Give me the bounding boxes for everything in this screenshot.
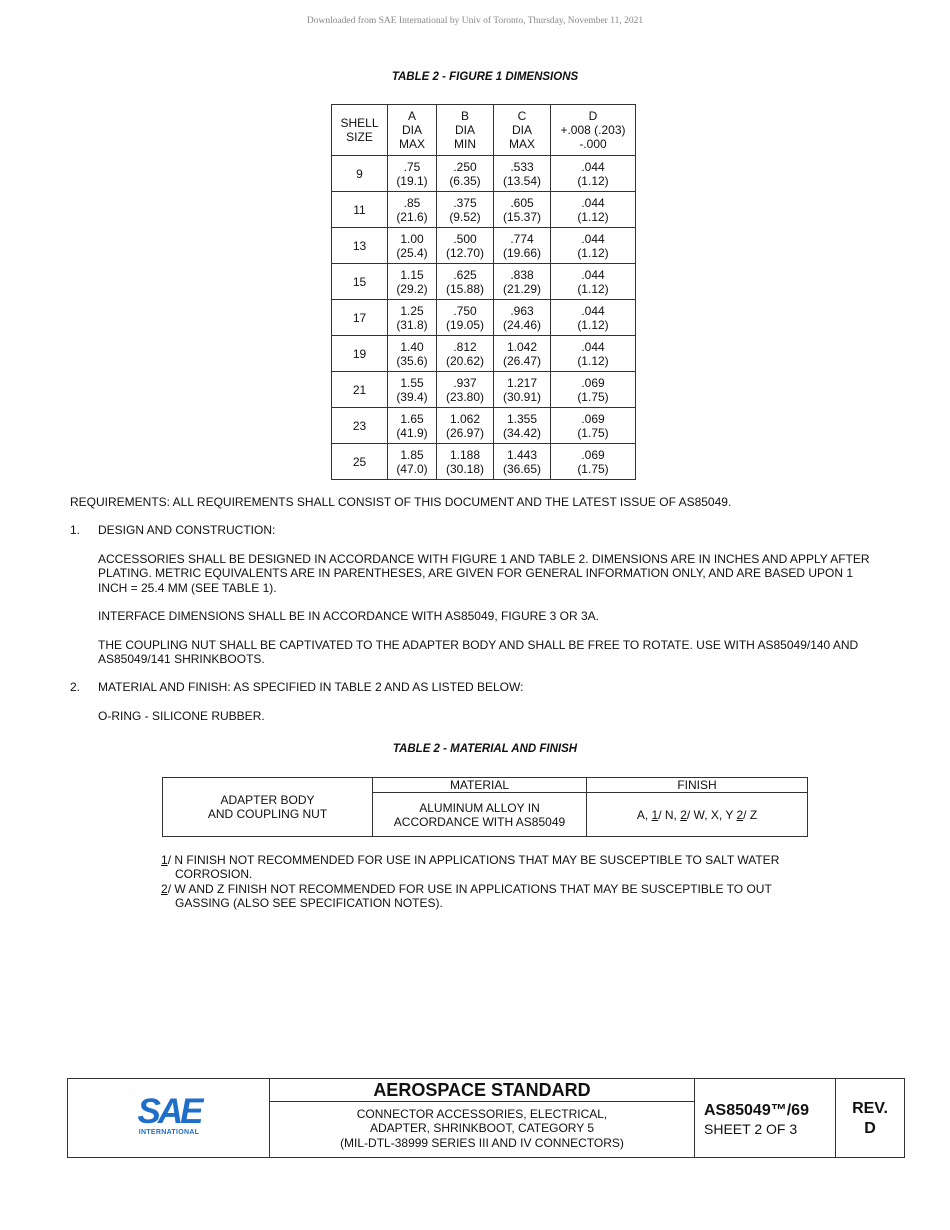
- section-2-title: MATERIAL AND FINISH: AS SPECIFIED IN TABLE 2 AND AS LISTED BELOW:: [98, 680, 524, 694]
- table-row: [332, 228, 636, 264]
- cell-d: .044 (1.12): [551, 192, 636, 228]
- table-row: [332, 264, 636, 300]
- cell-d: .069 (1.75): [551, 444, 636, 480]
- table-row: [332, 156, 636, 192]
- cell-b: .500 (12.70): [437, 228, 494, 264]
- cell-b: 1.188 (30.18): [437, 444, 494, 480]
- section-1-paragraph-3: THE COUPLING NUT SHALL BE CAPTIVATED TO THE ADAPTER BODY AND SHALL BE FREE TO ROTATE. USE WITH AS85049/140 AND AS85049/141 SHRINKBOOTS.: [98, 638, 859, 667]
- note-2: 2/ W AND Z FINISH NOT RECOMMENDED FOR USE IN APPLICATIONS THAT MAY BE SUSCEPTIBLE TO OUT GASSING (ALSO SEE SPECIFICATION NOTES).: [161, 882, 772, 911]
- note-1: 1/ N FINISH NOT RECOMMENDED FOR USE IN APPLICATIONS THAT MAY BE SUSCEPTIBLE TO SALT WATER CORROSION.: [161, 853, 780, 882]
- section-1-paragraph-1: ACCESSORIES SHALL BE DESIGNED IN ACCORDANCE WITH FIGURE 1 AND TABLE 2. DIMENSIONS ARE IN INCHES AND APPLY AFTER PLATING. METRIC EQUIVALENTS ARE IN PARENTHESES, ARE GIVEN FOR GENERAL INFORMATION ONLY, AND ARE BASED UPON 1 INCH = 25.4 MM (SEE TABLE 1).: [98, 552, 870, 595]
- section-1-paragraph-2: INTERFACE DIMENSIONS SHALL BE IN ACCORDANCE WITH AS85049, FIGURE 3 OR 3A.: [98, 609, 600, 623]
- revision-label: REV.: [852, 1100, 888, 1117]
- logo-cell: [68, 1079, 270, 1157]
- title-cell: [270, 1079, 695, 1157]
- cell-a: 1.40 (35.6): [388, 336, 437, 372]
- cell-c: .533 (13.54): [494, 156, 551, 192]
- cell-d: .044 (1.12): [551, 228, 636, 264]
- sae-logo-subtext: INTERNATIONAL: [138, 1129, 200, 1136]
- table-row: [332, 408, 636, 444]
- cell-a: .75 (19.1): [388, 156, 437, 192]
- header-shell-size: SHELL SIZE: [332, 105, 388, 156]
- cell-size: 13: [332, 228, 388, 264]
- cell-a: 1.25 (31.8): [388, 300, 437, 336]
- cell-b: .375 (9.52): [437, 192, 494, 228]
- dimensions-table: [331, 104, 636, 480]
- table-row: [332, 300, 636, 336]
- cell-size: 19: [332, 336, 388, 372]
- header-finish: FINISH: [587, 778, 808, 793]
- header-d: D +.008 (.203) -.000: [551, 105, 636, 156]
- cell-size: 15: [332, 264, 388, 300]
- standard-description: CONNECTOR ACCESSORIES, ELECTRICAL, ADAPTER, SHRINKBOOT, CATEGORY 5 (MIL-DTL-38999 SERIES III AND IV CONNECTORS): [340, 1107, 624, 1150]
- note-2-ref: 2: [161, 882, 168, 896]
- cell-a: 1.00 (25.4): [388, 228, 437, 264]
- section-1-title: DESIGN AND CONSTRUCTION:: [98, 523, 276, 537]
- section-1-number: 1.: [70, 523, 81, 537]
- table-row: [332, 192, 636, 228]
- cell-a: 1.65 (41.9): [388, 408, 437, 444]
- cell-c: .774 (19.66): [494, 228, 551, 264]
- material-finish-table: [162, 777, 808, 837]
- document-number-cell: [695, 1079, 836, 1157]
- cell-d: .044 (1.12): [551, 300, 636, 336]
- cell-c: 1.443 (36.65): [494, 444, 551, 480]
- cell-a: 1.15 (29.2): [388, 264, 437, 300]
- cell-size: 23: [332, 408, 388, 444]
- cell-b: 1.062 (26.97): [437, 408, 494, 444]
- standard-title: AEROSPACE STANDARD: [270, 1079, 694, 1102]
- sheet-number: SHEET 2 OF 3: [704, 1121, 798, 1137]
- header-a: A DIA MAX: [388, 105, 437, 156]
- cell-b: .750 (19.05): [437, 300, 494, 336]
- section-2-paragraph-1: O-RING - SILICONE RUBBER.: [98, 709, 265, 723]
- cell-a: .85 (21.6): [388, 192, 437, 228]
- download-notice: Downloaded from SAE International by Univ of Toronto, Thursday, November 11, 2021: [306, 16, 644, 26]
- cell-b: .937 (23.80): [437, 372, 494, 408]
- material-cell: ALUMINUM ALLOY IN ACCORDANCE WITH AS85049: [373, 793, 587, 837]
- cell-a: 1.85 (47.0): [388, 444, 437, 480]
- note-1-ref: 1: [161, 853, 168, 867]
- requirements-statement: REQUIREMENTS: ALL REQUIREMENTS SHALL CONSIST OF THIS DOCUMENT AND THE LATEST ISSUE OF AS85049.: [70, 495, 732, 509]
- cell-c: 1.355 (34.42): [494, 408, 551, 444]
- cell-b: .625 (15.88): [437, 264, 494, 300]
- cell-size: 9: [332, 156, 388, 192]
- cell-size: 17: [332, 300, 388, 336]
- cell-d: .069 (1.75): [551, 372, 636, 408]
- revision-cell: [836, 1079, 904, 1157]
- sae-logo-text: SAE: [137, 1092, 201, 1131]
- cell-b: .250 (6.35): [437, 156, 494, 192]
- cell-d: .044 (1.12): [551, 156, 636, 192]
- table-row: [332, 336, 636, 372]
- header-material: MATERIAL: [373, 778, 587, 793]
- cell-c: .963 (24.46): [494, 300, 551, 336]
- cell-size: 25: [332, 444, 388, 480]
- finish-cell: A, 1/ N, 2/ W, X, Y 2/ Z: [587, 793, 808, 837]
- header-b: B DIA MIN: [437, 105, 494, 156]
- cell-size: 21: [332, 372, 388, 408]
- cell-c: 1.042 (26.47): [494, 336, 551, 372]
- section-2-number: 2.: [70, 680, 81, 694]
- cell-c: .838 (21.29): [494, 264, 551, 300]
- cell-c: .605 (15.37): [494, 192, 551, 228]
- revision-value: D: [864, 1120, 876, 1137]
- title-block: [67, 1078, 905, 1158]
- cell-d: .044 (1.12): [551, 336, 636, 372]
- table-row: [332, 444, 636, 480]
- table-row: [332, 372, 636, 408]
- item-cell: ADAPTER BODY AND COUPLING NUT: [163, 778, 373, 837]
- sae-logo: [136, 1092, 202, 1137]
- table-material-caption: TABLE 2 - MATERIAL AND FINISH: [392, 743, 578, 755]
- cell-d: .069 (1.75): [551, 408, 636, 444]
- table-dims-caption: TABLE 2 - FIGURE 1 DIMENSIONS: [391, 71, 579, 83]
- cell-b: .812 (20.62): [437, 336, 494, 372]
- header-c: C DIA MAX: [494, 105, 551, 156]
- cell-size: 11: [332, 192, 388, 228]
- cell-c: 1.217 (30.91): [494, 372, 551, 408]
- cell-a: 1.55 (39.4): [388, 372, 437, 408]
- table-header-row: [163, 778, 808, 793]
- table-header-row: [332, 105, 636, 156]
- document-number: AS85049™/69: [704, 1102, 809, 1119]
- cell-d: .044 (1.12): [551, 264, 636, 300]
